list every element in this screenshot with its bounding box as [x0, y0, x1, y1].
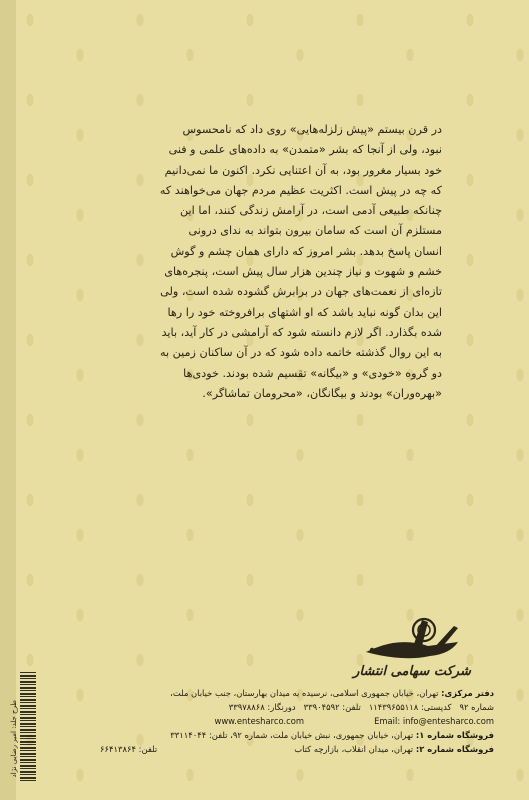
shop1-label: فروشگاه شماره ۱:: [415, 730, 494, 740]
postal-code: کدپستی: ۱۱۴۳۹۶۵۵۱۱۸: [368, 702, 452, 712]
shop1-address: تهران، خیابان جمهوری، نبش خیابان ملت، شماره ۹۲، تلفن: ۳۳۱۱۴۰۴۴: [170, 730, 414, 740]
hq-number: شماره ۹۲: [459, 702, 494, 712]
shop2-address: تهران، میدان انقلاب، بازارچه کتاب: [294, 744, 414, 754]
isbn-barcode: [20, 672, 36, 782]
spine-edge: [0, 0, 16, 800]
blurb-line: «بهره‌وران» بودند و بیگانگان، «محرومان تماشاگر».: [202, 386, 442, 400]
blurb-line: به این روال گذشته خاتمه داده شود که در آن ساکنان زمین به: [159, 346, 442, 360]
blurb-line: تازه‌ای از نعمت‌های جهان در برابرش گشوده شده است، ولی: [160, 285, 442, 299]
blurb-paragraph: [82, 120, 442, 404]
blurb-line: چنانکه طبیعی آدمی است، در آرامش زندگی کنند، اما این: [180, 204, 442, 218]
hq-label: دفتر مرکزی:: [441, 688, 494, 698]
fax-number: دورنگار: ۳۳۹۷۸۸۶۸: [228, 702, 296, 712]
contact-numbers-row: [60, 700, 494, 714]
publisher-name: شرکت سهامی انتشار: [353, 664, 471, 679]
shop2-phone: تلفن: ۶۶۴۱۳۸۶۴: [100, 744, 158, 754]
blurb-line: نبود، ولی از آنجا که بشر «متمدن» به داده‌های علمی و فنی: [168, 143, 442, 157]
hq-address: تهران، خیابان جمهوری اسلامی، نرسیده به میدان بهارستان، جنب خیابان ملت،: [170, 688, 439, 698]
blurb-line: مستلزم آن است که سامان بیرون بتواند به ندای درونی: [188, 224, 442, 238]
blurb-line: شده بگذارد. اگر لازم دانسته شود که آرامشی در کار آید، باید: [161, 325, 442, 339]
shop1-row: [60, 728, 494, 742]
blurb-line: این بدان گونه نباید باشد که او اشتهای برافروخته خود را رها: [167, 305, 442, 319]
email-link[interactable]: Email: info@entesharco.com: [374, 716, 494, 726]
website-link[interactable]: www.entesharco.com: [214, 716, 304, 726]
phone-number: تلفن: ۳۳۹۰۴۵۹۲: [303, 702, 361, 712]
blurb-line: انسان پاسخ بدهد. بشر امروز که دارای همان چشم و گوش: [170, 244, 442, 258]
blurb-line: در قرن بیستم «پیش زلزله‌هایی» روی داد که نامحسوس: [182, 123, 442, 136]
contact-hq-row: [60, 686, 494, 700]
blurb-line: که چه در پیش است. اکثریت عظیم مردم جهان می‌خواهند که: [159, 183, 442, 197]
shop2-row: [60, 742, 494, 756]
blurb-line: خشم و شهوت و نیاز چندین هزار سال پیش است، پنجره‌های: [164, 265, 442, 279]
publisher-contact-block: [60, 686, 494, 756]
blurb-line: دو گروه «خودی» و «بیگانه» تقسیم شده بودند. خودی‌ها: [183, 366, 442, 380]
blurb-line: خود بسیار مغرور بود، به آن اعتنایی نکرد. اکنون ما نمی‌دانیم: [164, 163, 442, 177]
shop2-label: فروشگاه شماره ۲:: [415, 744, 494, 754]
cover-designer-credit: طرح جلد: امیر رضایی نژاد: [10, 700, 18, 778]
contact-web-row: [60, 714, 494, 728]
